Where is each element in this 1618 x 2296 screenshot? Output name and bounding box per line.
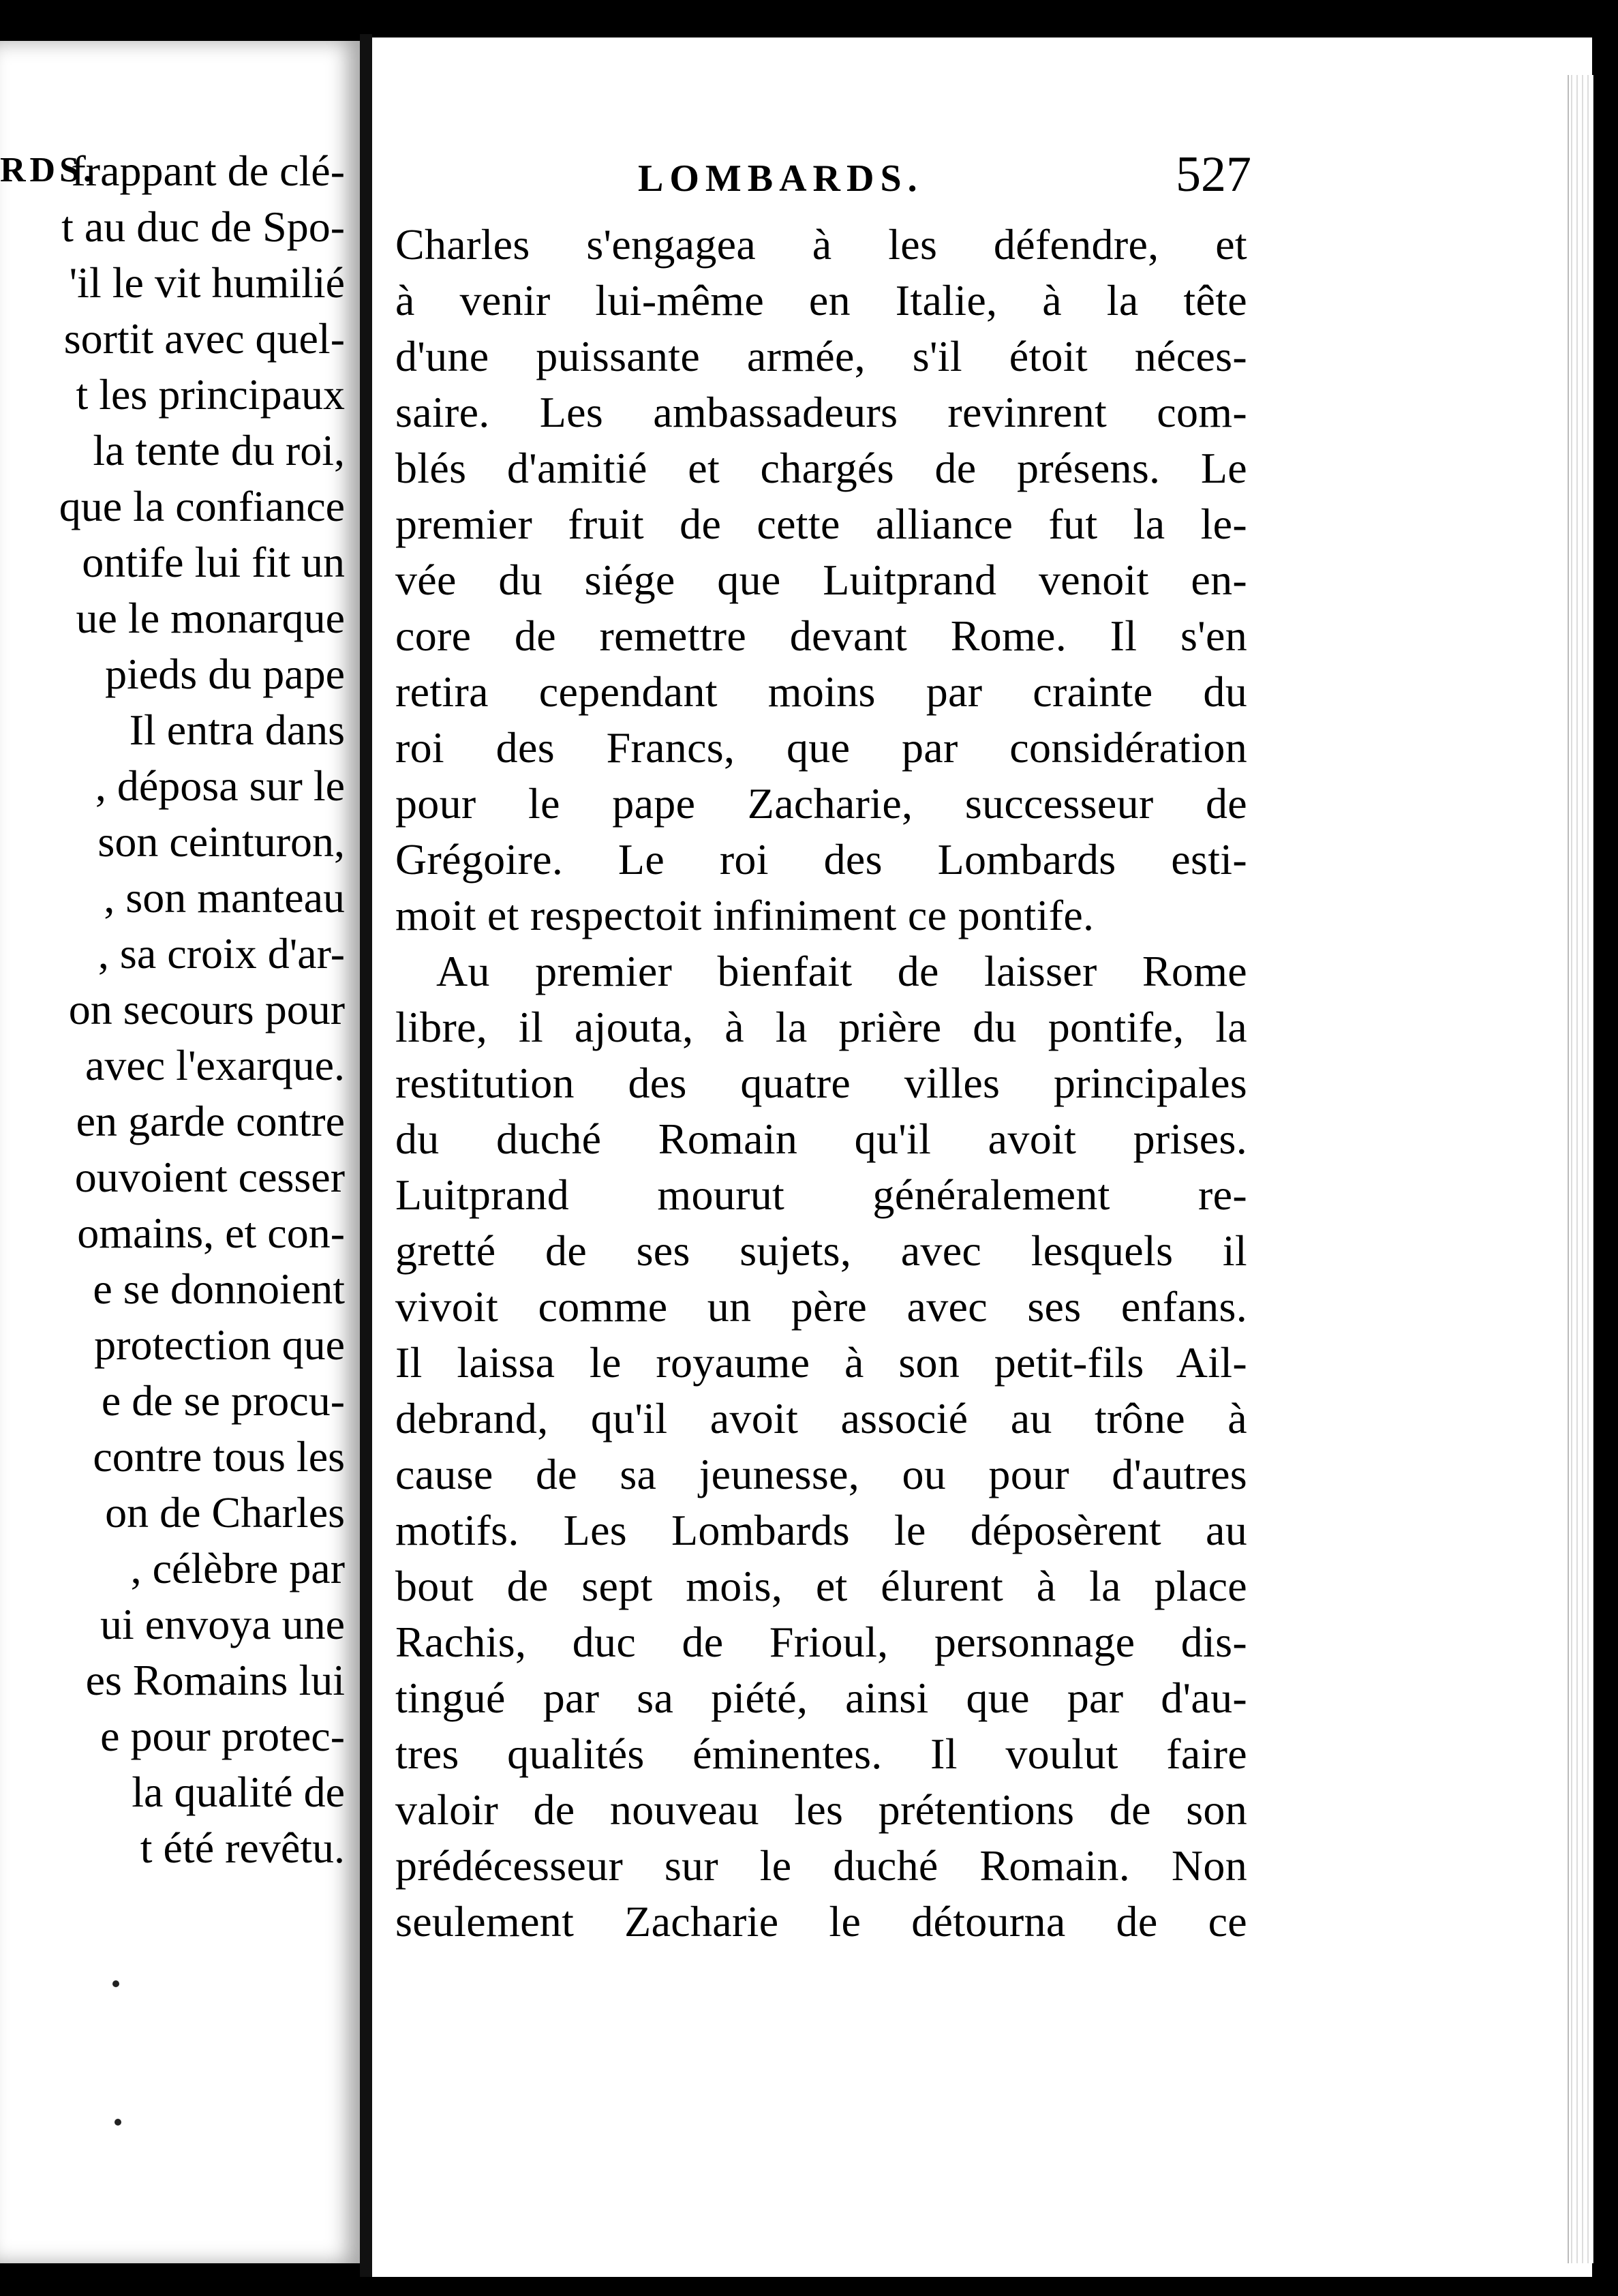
left-line: e pour protec-: [100, 1712, 345, 1760]
left-line: t au duc de Spo-: [61, 202, 345, 251]
text-line: valoir de nouveau les prétentions de son: [395, 1785, 1247, 1834]
left-line: protection que: [94, 1320, 345, 1369]
text-line: saire. Les ambassadeurs revinrent com-: [395, 388, 1247, 436]
ink-speck: [115, 2119, 121, 2126]
text-line: du duché Romain qu'il avoit prises.: [395, 1115, 1247, 1163]
ink-speck: [112, 1980, 119, 1987]
left-line: ontife lui fit un: [82, 538, 345, 586]
left-line: t les principaux: [76, 370, 345, 419]
text-line: pour le pape Zacharie, successeur de: [395, 779, 1247, 828]
left-line: e se donnoient: [93, 1265, 345, 1313]
text-line: tres qualités éminentes. Il voulut faire: [395, 1729, 1247, 1778]
left-line: 'il le vit humilié: [69, 258, 345, 307]
running-head: LOMBARDS.: [638, 157, 924, 200]
left-line: contre tous les: [93, 1432, 345, 1481]
text-line: Il laissa le royaume à son petit-fils Ail-: [395, 1338, 1247, 1387]
text-line: motifs. Les Lombards le déposèrent au: [395, 1506, 1247, 1554]
text-line: vée du siége que Luitprand venoit en-: [395, 556, 1247, 604]
left-line: la tente du roi,: [93, 426, 345, 474]
page-edges: [1568, 75, 1593, 2263]
left-line: on secours pour: [68, 985, 345, 1033]
left-line: avec l'exarque.: [85, 1041, 345, 1089]
left-line: , son manteau: [104, 873, 345, 922]
left-line: es Romains lui: [85, 1656, 345, 1704]
book-gutter: [360, 34, 372, 2277]
text-line: premier fruit de cette alliance fut la le-: [395, 500, 1247, 548]
text-line: prédécesseur sur le duché Romain. Non: [395, 1841, 1247, 1890]
left-text-column: [0, 143, 360, 2011]
left-line: , célèbre par: [130, 1544, 345, 1592]
text-line: debrand, qu'il avoit associé au trône à: [395, 1394, 1247, 1442]
left-line: Il entra dans: [129, 706, 345, 754]
text-line: tingué par sa piété, ainsi que par d'au-: [395, 1674, 1247, 1722]
text-line: d'une puissante armée, s'il étoit néces-: [395, 332, 1247, 380]
text-line: gretté de ses sujets, avec lesquels il: [395, 1226, 1247, 1275]
paragraph-end-line: moit et respectoit infiniment ce pontife.: [395, 891, 1095, 939]
left-line: , sa croix d'ar-: [97, 929, 345, 978]
text-line: à venir lui-même en Italie, à la tête: [395, 276, 1247, 324]
text-line: Grégoire. Le roi des Lombards esti-: [395, 835, 1247, 883]
text-line: roi des Francs, que par considération: [395, 723, 1247, 772]
left-line: sortit avec quel-: [63, 314, 345, 363]
left-line: ui envoya une: [100, 1600, 345, 1648]
text-line: restitution des quatre villes principales: [395, 1059, 1247, 1107]
text-line: retira cependant moins par crainte du: [395, 667, 1247, 716]
text-line: libre, il ajouta, à la prière du pontife, la: [395, 1003, 1247, 1051]
left-line: en garde contre: [76, 1097, 345, 1145]
left-line: son ceinturon,: [97, 817, 345, 866]
right-page-header: [372, 147, 1251, 211]
left-line: ouvoient cesser: [74, 1153, 345, 1201]
text-line: Charles s'engagea à les défendre, et: [395, 220, 1247, 269]
left-line: omains, et con-: [77, 1209, 345, 1257]
left-line: la qualité de: [132, 1768, 345, 1816]
paragraph-start-line: Au premier bienfait de laisser Rome: [436, 947, 1247, 995]
text-line: core de remettre devant Rome. Il s'en: [395, 611, 1247, 660]
left-line: pieds du pape: [105, 650, 345, 698]
text-line: blés d'amitié et chargés de présens. Le: [395, 444, 1247, 492]
text-line: bout de sept mois, et élurent à la place: [395, 1562, 1247, 1610]
left-running-head: RDS.: [0, 151, 97, 190]
left-line: frappant de clé-: [71, 147, 345, 195]
text-line: seulement Zacharie le détourna de ce: [395, 1897, 1247, 1946]
left-line: que la confiance: [59, 482, 345, 530]
left-line: ue le monarque: [76, 594, 345, 642]
right-text-column: [395, 217, 1247, 1950]
left-line: , déposa sur le: [95, 761, 345, 810]
text-line: cause de sa jeunesse, ou pour d'autres: [395, 1450, 1247, 1498]
text-line: Luitprand mourut généralement re-: [395, 1170, 1247, 1219]
text-line: Rachis, duc de Frioul, personnage dis-: [395, 1618, 1247, 1666]
left-line: t été revêtu.: [140, 1824, 345, 1872]
left-line: e de se procu-: [101, 1376, 345, 1425]
page-number: 527: [1176, 147, 1251, 202]
text-line: vivoit comme un père avec ses enfans.: [395, 1282, 1247, 1331]
left-line: on de Charles: [105, 1488, 345, 1537]
